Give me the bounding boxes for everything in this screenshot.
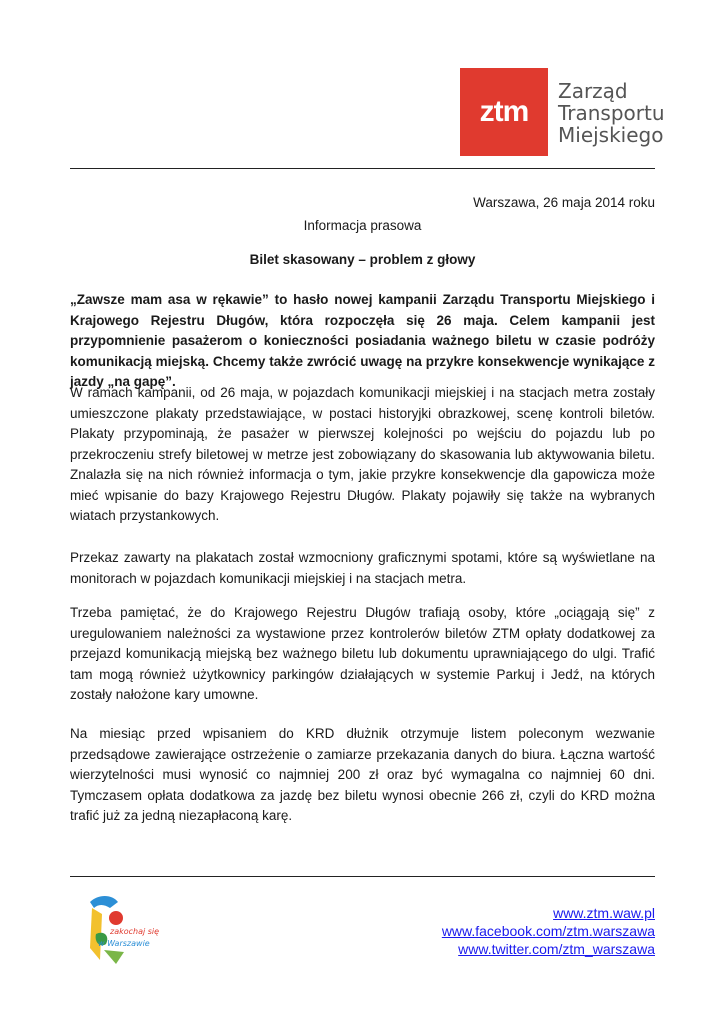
body-paragraph: Przekaz zawarty na plakatach został wzmocniony graficznymi spotami, które są wyświetlane na monitorach w pojazdach komunikacji miejskiej i na stacjach metra. bbox=[70, 550, 655, 586]
campaign-logo-text: w Warszawie bbox=[98, 939, 150, 948]
dateline: Warszawa, 26 maja 2014 roku bbox=[473, 195, 655, 210]
org-name-line: Zarząd bbox=[558, 79, 628, 103]
footer-links bbox=[442, 904, 655, 958]
lead-paragraph: „Zawsze mam asa w rękawie” to hasło nowej kampanii Zarządu Transportu Miejskiego i Krajowego Rejestru Długów, która rozpoczęła się 26 maja. Celem kampanii jest przypomnienie pasażerom o konieczności posiadania ważnego biletu w czasie podróży komunikacją miejską. Chcemy także zwrócić uwagę na przykre konsekwencje wynikające z jazdy „na gapę”. bbox=[70, 292, 655, 389]
ztm-logo bbox=[460, 68, 548, 156]
twitter-link[interactable]: www.twitter.com/ztm_warszawa bbox=[458, 941, 655, 957]
org-name-line: Miejskiego bbox=[558, 123, 664, 147]
body-paragraph: W ramach kampanii, od 26 maja, w pojazdach komunikacji miejskiej i na stacjach metra zostały umieszczone plakaty przedstawiające, w postaci historyjki obrazkowej, scenę kontroli biletów. Plakaty przypominają, że pasażer w pierwszej kolejności po wejściu do pojazdu lub po przekroczeniu strefy biletowej w metrze jest zobowiązany do skasowania lub aktywowania biletu. Znalazła się na nich również informacja o tym, jakie przykre konsekwencje dla gapowicza może mieć wpisanie do bazy Krajowego Rejestru Długów. Plakaty pojawiły się także na wybranych wiatach przystankowych. bbox=[70, 385, 655, 523]
body-paragraph: Na miesiąc przed wpisaniem do KRD dłużnik otrzymuje listem poleconym wezwanie przedsądowe zawierające ostrzeżenie o zamiarze przekazania danych do biura. Łączna wartość wierzytelności musi wynosić co najmniej 200 zł oraz być wymagalna co najmniej 60 dni. Tymczasem opłata dodatkowa za jazdę bez biletu wynosi obecnie 266 zł, czyli do KRD można trafić już za jedną niezapłaconą karę. bbox=[70, 726, 655, 823]
footer-divider bbox=[70, 876, 655, 877]
org-name-line: Transportu bbox=[558, 101, 665, 125]
body-paragraph: Trzeba pamiętać, że do Krajowego Rejestru Długów trafiają osoby, które „ociągają się” z uregulowaniem należności za wystawione przez kontrolerów biletów ZTM opłaty dodatkowej za przejazd komunikacją miejską bez ważnego biletu lub dokumentu uprawniającego do ulgi. Trafić tam mogą również użytkownicy parkingów działających w systemie Parkuj i Jedź, na których zostały nałożone kary umowne. bbox=[70, 605, 655, 702]
logo-mark: ztm bbox=[479, 95, 529, 128]
headline: Bilet skasowany – problem z głowy bbox=[249, 252, 476, 267]
document-type: Informacja prasowa bbox=[303, 218, 422, 233]
facebook-link[interactable]: www.facebook.com/ztm.warszawa bbox=[441, 923, 655, 939]
campaign-logo bbox=[80, 890, 160, 970]
org-name bbox=[558, 80, 698, 146]
campaign-logo-text: zakochaj się bbox=[110, 927, 160, 936]
header-divider bbox=[70, 168, 655, 169]
website-link[interactable]: www.ztm.waw.pl bbox=[553, 905, 655, 921]
